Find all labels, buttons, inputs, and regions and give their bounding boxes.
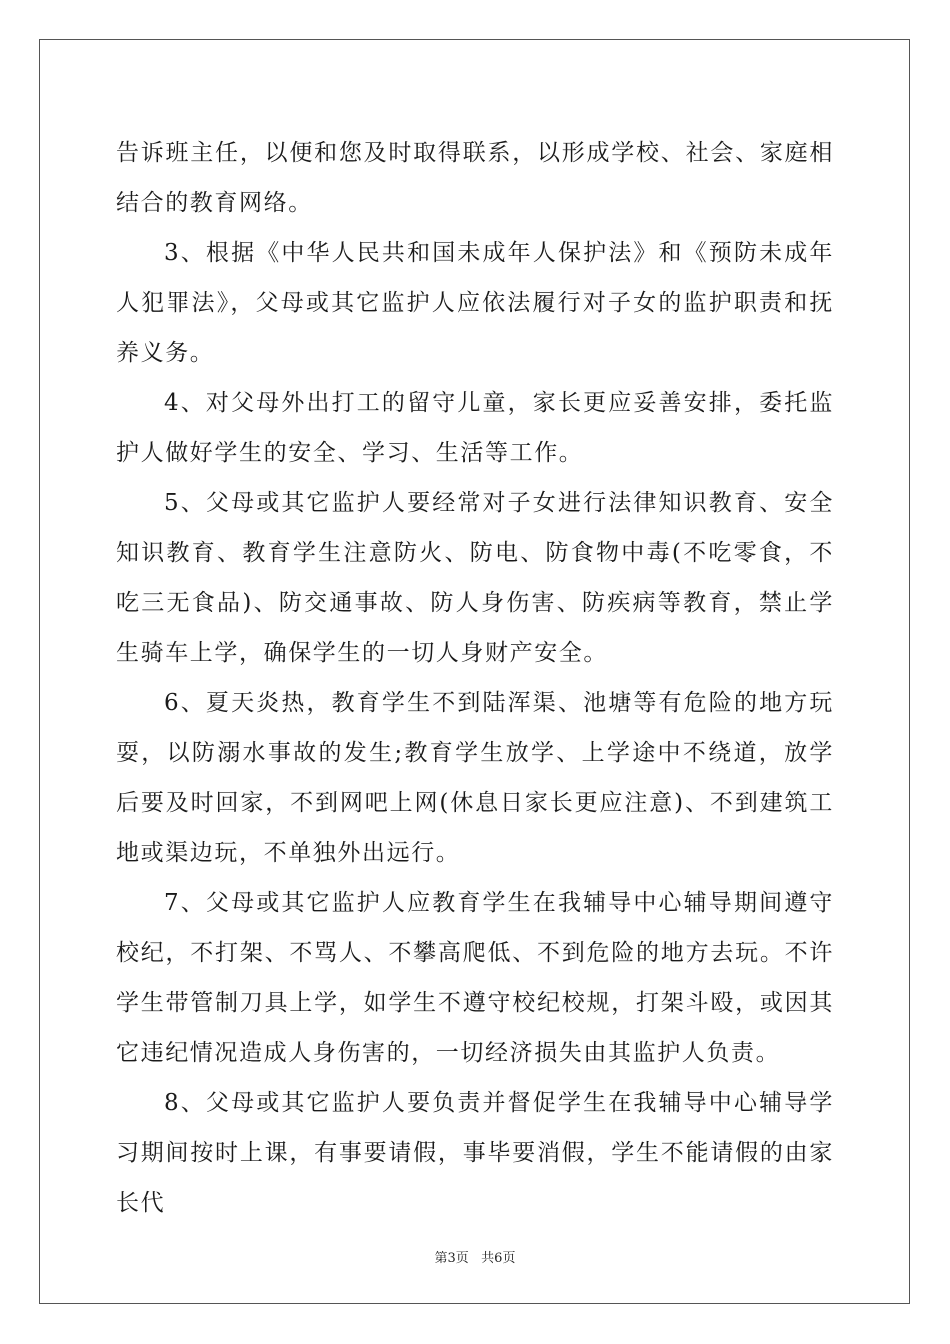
paragraph-3: 3、根据《中华人民共和国未成年人保护法》和《预防未成年人犯罪法》，父母或其它监护人应依法履行对子女的监护职责和抚养义务。 [116,240,834,366]
page-number-footer: 第3页 共6页 [434,1251,516,1266]
paragraph-5: 5、父母或其它监护人要经常对子女进行法律知识教育、安全知识教育、教育学生注意防火、防电、防食物中毒(不吃零食，不吃三无食品)、防交通事故、防人身伤害、防疾病等教育，禁止学生骑车上学，确保学生的一切人身财产安全。 [116,490,834,666]
paragraph-1: 告诉班主任，以便和您及时取得联系，以形成学校、社会、家庭相结合的教育网络。 [116,140,834,216]
paragraph-4: 4、对父母外出打工的留守儿童，家长更应妥善安排，委托监护人做好学生的安全、学习、生活等工作。 [116,390,834,466]
document-body [116,128,834,1228]
paragraph-8: 8、父母或其它监护人要负责并督促学生在我辅导中心辅导学习期间按时上课，有事要请假，事毕要消假，学生不能请假的由家长代 [116,1090,834,1216]
paragraph-7: 7、父母或其它监护人应教育学生在我辅导中心辅导期间遵守校纪，不打架、不骂人、不攀高爬低、不到危险的地方去玩。不许学生带管制刀具上学，如学生不遵守校纪校规，打架斗殴，或因其它违纪情况造成人身伤害的，一切经济损失由其监护人负责。 [116,890,834,1066]
paragraph-6: 6、夏天炎热，教育学生不到陆浑渠、池塘等有危险的地方玩耍，以防溺水事故的发生;教育学生放学、上学途中不绕道，放学后要及时回家，不到网吧上网(休息日家长更应注意)、不到建筑工地或渠边玩，不单独外出远行。 [116,690,834,866]
